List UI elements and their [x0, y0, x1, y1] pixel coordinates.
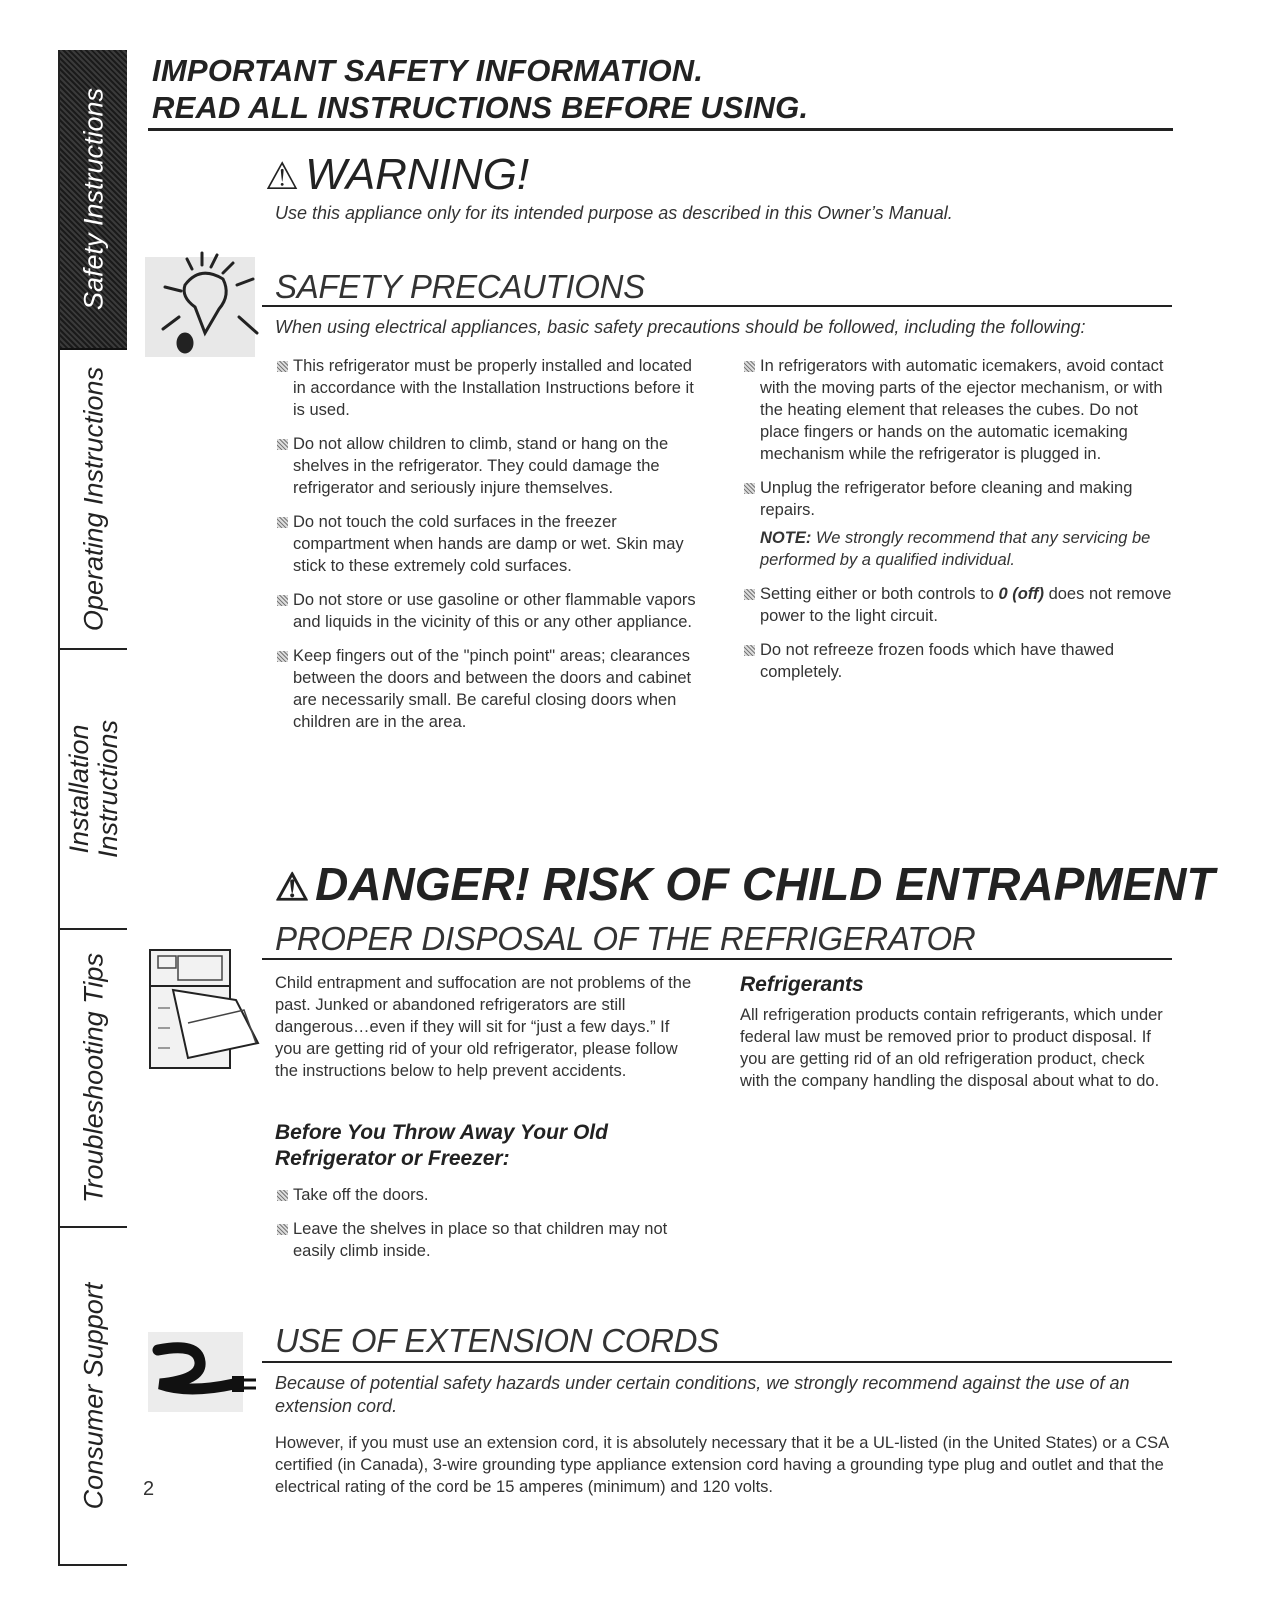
tab-label: Troubleshooting Tips: [78, 953, 108, 1203]
danger-title: DANGER! RISK OF CHILD ENTRAPMENT: [315, 858, 1215, 910]
title-rule: [148, 128, 1173, 131]
bullet-square-icon: [277, 651, 288, 662]
tab-label: Installation Instructions: [63, 719, 123, 859]
danger-heading: [275, 858, 1215, 914]
safety-bulb-icon: [145, 245, 263, 363]
bullet-square-icon: [277, 361, 288, 372]
list-item: Do not store or use gasoline or other flammable vapors and liquids in the vicinity of this or any other appliance.: [275, 589, 705, 633]
list-item: Do not refreeze frozen foods which have thawed completely.: [742, 639, 1172, 683]
list-item: Do not touch the cold surfaces in the freezer compartment when hands are damp or wet. Skin may stick to these extremely cold surfaces.: [275, 511, 705, 577]
page-title: [152, 52, 808, 126]
list-item: Keep fingers out of the "pinch point" areas; clearances between the doors and between the doors and cabinet are necessarily small. Be careful closing doors when children are in the area.: [275, 645, 705, 733]
bullet-square-icon: [277, 595, 288, 606]
sidebar-tabs: [58, 50, 127, 1566]
safety-precautions-intro: When using electrical appliances, basic safety precautions should be followed, including the following:: [275, 317, 1086, 337]
disposal-subheading: Before You Throw Away Your Old Refrigerator or Freezer:: [275, 1121, 608, 1170]
section-rule: [262, 305, 1172, 307]
safety-list-left: [275, 355, 705, 745]
page-number: 2: [143, 1478, 155, 1500]
tab-label: Consumer Support: [78, 1282, 108, 1510]
tab-installation-instructions[interactable]: [60, 650, 127, 930]
note: NOTE: We strongly recommend that any servicing be performed by a qualified individual.: [760, 529, 1151, 569]
list-item: Unplug the refrigerator before cleaning and making repairs.: [742, 477, 1172, 521]
list-item: Do not allow children to climb, stand or hang on the shelves in the refrigerator. They could damage the refrigerator and seriously injure themselves.: [275, 433, 705, 499]
extension-cords-title: USE OF EXTENSION CORDS: [275, 1322, 719, 1359]
warning-triangle-icon: ⚠: [265, 156, 300, 198]
refrigerants-text: All refrigeration products contain refrigerants, which under federal law must be removed prior to product disposal. If you are getting rid of an old refrigeration product, check with the company handling the disposal about what to do.: [740, 1006, 1163, 1090]
tab-label: Operating Instructions: [78, 366, 108, 632]
tab-operating-instructions[interactable]: [60, 350, 127, 650]
list-item: Leave the shelves in place so that children may not easily climb inside.: [275, 1218, 705, 1262]
disposal-intro: Child entrapment and suffocation are not problems of the past. Junked or abandoned refrigerators are still dangerous…even if they will sit for “just a few days.” If you are getting rid of your old refrigerator, please follow the instructions below to help prevent accidents.: [275, 974, 692, 1080]
bullet-square-icon: [744, 589, 755, 600]
tab-consumer-support[interactable]: [60, 1228, 127, 1566]
list-item: Take off the doors.: [275, 1184, 705, 1206]
bullet-square-icon: [744, 483, 755, 494]
warning-heading: [265, 150, 529, 202]
title-line-1: IMPORTANT SAFETY INFORMATION.: [152, 53, 704, 88]
list-item: In refrigerators with automatic icemakers, avoid contact with the moving parts of the ejector mechanism, or with the heating element that releases the cubes. Do not place fingers or hands on the automatic icemaking mechanism while the refrigerator is plugged in.: [742, 355, 1172, 465]
extension-text: However, if you must use an extension cord, it is absolutely necessary that it be a UL-listed (in the United States) or a CSA certified (in Canada), 3-wire grounding type appliance extension cord having a grounding type plug and outlet and that the electrical rating of the cord be 15 amperes (minimum) and 120 volts.: [275, 1434, 1169, 1496]
refrigerator-icon: [148, 948, 263, 1073]
section-rule: [262, 958, 1172, 960]
disposal-title: PROPER DISPOSAL OF THE REFRIGERATOR: [275, 920, 976, 957]
warning-triangle-icon: ⚠: [275, 867, 310, 909]
bullet-square-icon: [744, 361, 755, 372]
list-item: This refrigerator must be properly installed and located in accordance with the Installation Instructions before it is used.: [275, 355, 705, 421]
safety-precautions-title: SAFETY PRECAUTIONS: [275, 268, 645, 305]
refrigerants-heading: Refrigerants: [740, 973, 864, 996]
title-line-2: READ ALL INSTRUCTIONS BEFORE USING.: [152, 90, 809, 125]
bullet-square-icon: [277, 439, 288, 450]
safety-list-right: [742, 355, 1172, 695]
bullet-square-icon: [277, 1190, 288, 1201]
extension-intro: Because of potential safety hazards under certain conditions, we strongly recommend against the use of an extension cord.: [275, 1373, 1130, 1416]
tab-troubleshooting-tips[interactable]: [60, 930, 127, 1228]
section-rule: [262, 1361, 1172, 1363]
bullet-square-icon: [277, 1224, 288, 1235]
bullet-square-icon: [277, 517, 288, 528]
tab-safety-instructions[interactable]: [60, 50, 127, 350]
list-item: Setting either or both controls to 0 (off) does not remove power to the light circuit.: [742, 583, 1172, 627]
disposal-list: [275, 1184, 705, 1274]
extension-cord-icon: [148, 1332, 260, 1412]
warning-text: Use this appliance only for its intended purpose as described in this Owner’s Manual.: [275, 203, 953, 223]
bullet-square-icon: [744, 645, 755, 656]
tab-label: Safety Instructions: [78, 87, 108, 311]
warning-title: WARNING!: [305, 150, 530, 199]
